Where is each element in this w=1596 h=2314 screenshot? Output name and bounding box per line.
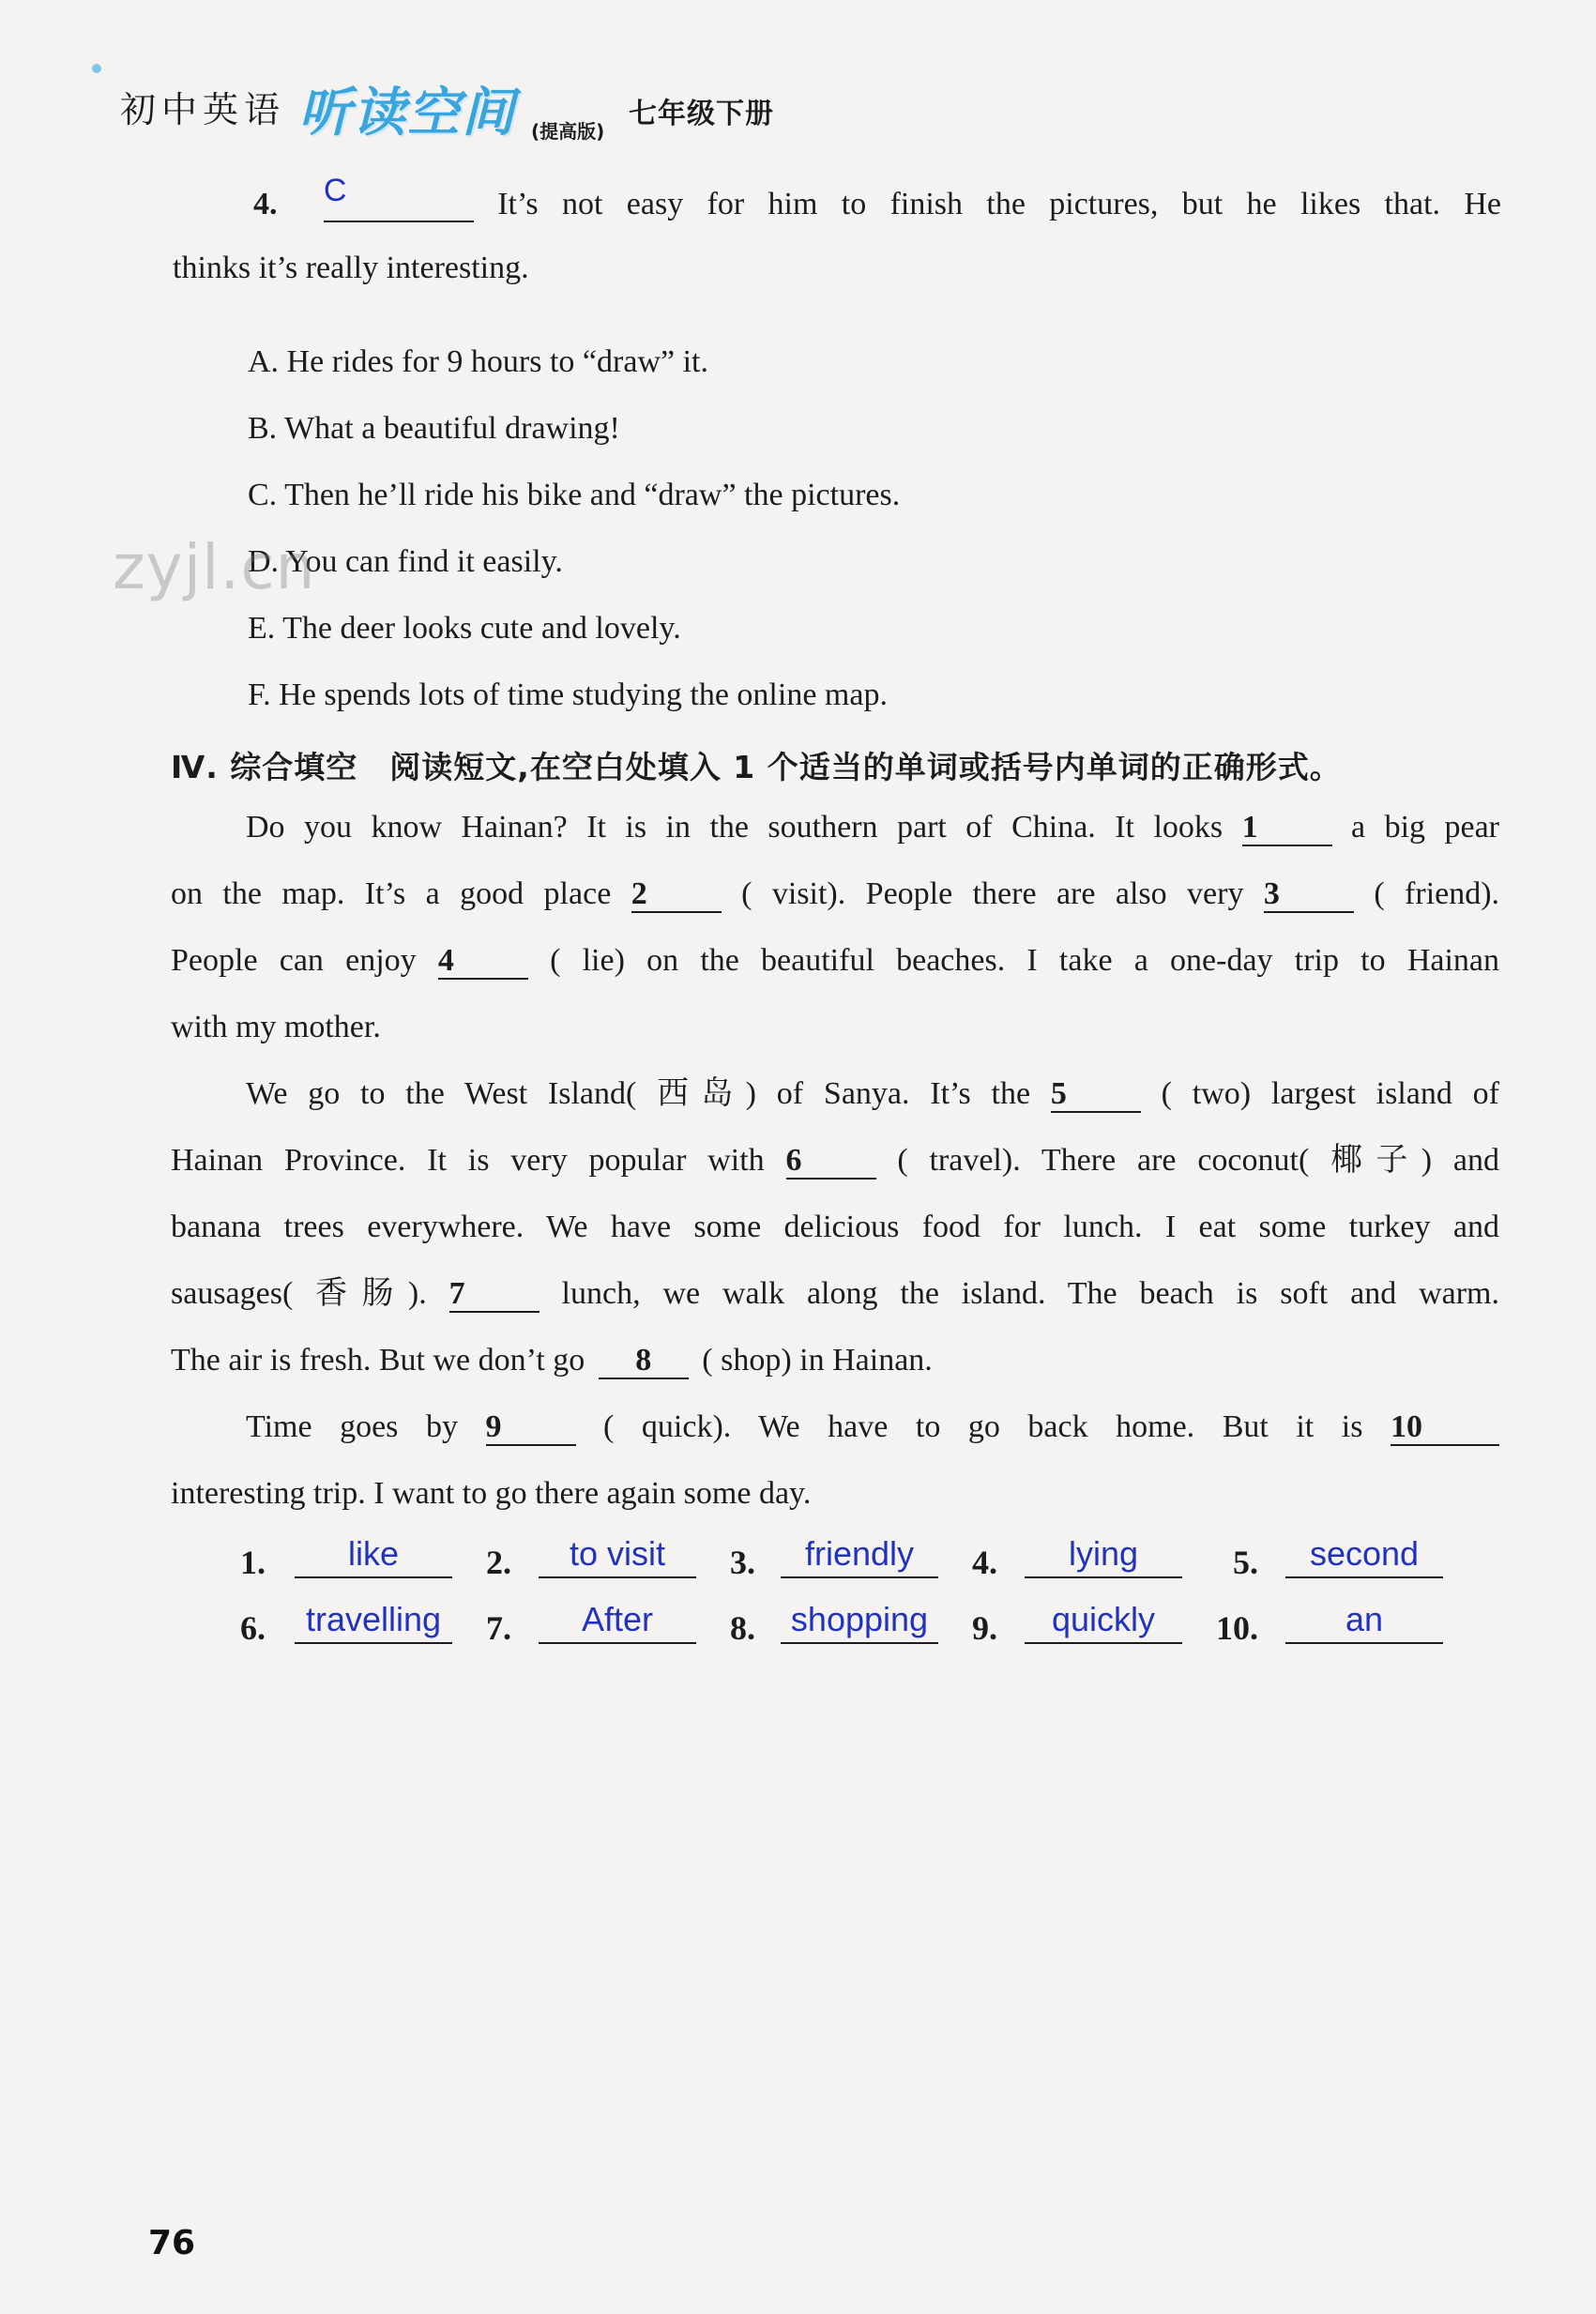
question-4-number: 4. bbox=[253, 187, 278, 221]
answer-number: 6. bbox=[240, 1609, 266, 1647]
passage-p1-line-3 bbox=[171, 942, 1499, 980]
watermark: zyjl.cn bbox=[113, 531, 316, 603]
blank-9: 9 bbox=[486, 1410, 576, 1446]
answer-number: 7. bbox=[486, 1609, 511, 1647]
question-4-line-2: thinks it’s really interesting. bbox=[173, 251, 529, 285]
passage-text: Hainan Province. It is very popular with bbox=[171, 1143, 765, 1178]
header-subject: 初中英语 bbox=[120, 89, 286, 130]
answer-row-1 bbox=[0, 1531, 1596, 1588]
answer-field-3[interactable]: friendly bbox=[781, 1531, 938, 1578]
answer-field-4[interactable]: lying bbox=[1025, 1531, 1182, 1578]
passage-p1-line-1 bbox=[246, 809, 1499, 846]
answer-number: 4. bbox=[972, 1544, 997, 1581]
question-4-answer-blank bbox=[323, 173, 474, 222]
blank-2: 2 bbox=[631, 877, 722, 913]
passage-text: People can enjoy bbox=[171, 943, 417, 978]
passage-text: ( lie) on the beautiful beaches. I take a one-day trip to Hainan bbox=[550, 943, 1499, 978]
header-decoration bbox=[92, 64, 101, 73]
section-4-title: Ⅳ. 综合填空 阅读短文,在空白处填入 1 个适当的单词或括号内单词的正确形式。 bbox=[171, 749, 1342, 785]
passage-text: lunch, we walk along the island. The beach is soft and warm. bbox=[561, 1276, 1500, 1311]
answer-field-7[interactable]: After bbox=[539, 1597, 696, 1644]
answer-field-5[interactable]: second bbox=[1285, 1531, 1443, 1578]
answer-row-2 bbox=[0, 1597, 1596, 1653]
passage-p1-line-4: with my mother. bbox=[171, 1010, 381, 1044]
passage-text: ( friend). bbox=[1374, 876, 1500, 911]
answer-number: 8. bbox=[730, 1609, 755, 1647]
question-4-text: It’s not easy for him to finish the pictures, but he likes that. He bbox=[497, 187, 1502, 221]
blank-3: 3 bbox=[1264, 877, 1354, 913]
blank-5: 5 bbox=[1051, 1077, 1141, 1113]
blank-6: 6 bbox=[786, 1144, 876, 1180]
passage-text: We go to the West Island( 西岛) of Sanya. It’s the bbox=[246, 1076, 1031, 1111]
option-b: B. What a beautiful drawing! bbox=[248, 411, 620, 446]
passage-text: ( two) largest island of bbox=[1161, 1076, 1500, 1111]
passage-text: ( travel). There are coconut( 椰子) and bbox=[897, 1143, 1499, 1178]
option-a: A. He rides for 9 hours to “draw” it. bbox=[248, 344, 708, 379]
passage-p2-line-1 bbox=[246, 1075, 1499, 1113]
answer-number: 9. bbox=[972, 1609, 997, 1647]
passage-p3-line-2: interesting trip. I want to go there again some day. bbox=[171, 1476, 812, 1511]
question-4-answer: C bbox=[323, 173, 347, 208]
passage-text: sausages( 香肠). bbox=[171, 1276, 427, 1311]
answer-field-10[interactable]: an bbox=[1285, 1597, 1443, 1644]
option-c: C. Then he’ll ride his bike and “draw” the pictures. bbox=[248, 478, 901, 512]
passage-p2-line-5 bbox=[171, 1342, 933, 1379]
answer-number: 5. bbox=[1233, 1544, 1258, 1581]
question-4-line-1 bbox=[253, 173, 1502, 223]
passage-text: Do you know Hainan? It is in the southern part of China. It looks bbox=[246, 810, 1224, 845]
blank-8: 8 bbox=[599, 1344, 689, 1379]
answer-number: 10. bbox=[1216, 1609, 1258, 1647]
blank-7: 7 bbox=[449, 1277, 540, 1313]
passage-p2-line-2 bbox=[171, 1142, 1499, 1180]
answer-number: 2. bbox=[486, 1544, 511, 1581]
passage-text: Time goes by bbox=[246, 1409, 458, 1444]
passage-p2-line-3: banana trees everywhere. We have some delicious food for lunch. I eat some turkey and bbox=[171, 1210, 1499, 1244]
passage-text: ( shop) in Hainan. bbox=[702, 1343, 933, 1378]
passage-text: a big pear bbox=[1351, 810, 1499, 845]
passage-p1-line-2 bbox=[171, 875, 1499, 913]
answer-field-8[interactable]: shopping bbox=[781, 1597, 938, 1644]
answer-field-1[interactable]: like bbox=[295, 1531, 452, 1578]
option-e: E. The deer looks cute and lovely. bbox=[248, 611, 681, 646]
page-number: 76 bbox=[148, 2224, 196, 2262]
passage-text: The air is fresh. But we don’t go bbox=[171, 1343, 585, 1378]
passage-p2-line-4 bbox=[171, 1275, 1499, 1313]
passage-text: ( quick). We have to go back home. But it is bbox=[603, 1409, 1363, 1444]
answer-number: 1. bbox=[240, 1544, 266, 1581]
header-logo: 听读空间 bbox=[298, 83, 516, 144]
blank-4: 4 bbox=[438, 944, 528, 980]
header-grade: 七年级下册 bbox=[629, 98, 774, 130]
answer-number: 3. bbox=[730, 1544, 755, 1581]
header-edition: (提高版) bbox=[531, 120, 605, 143]
passage-p3-line-1 bbox=[246, 1408, 1499, 1446]
blank-1: 1 bbox=[1242, 811, 1332, 846]
passage-text: ( visit). People there are also very bbox=[741, 876, 1244, 911]
answer-field-2[interactable]: to visit bbox=[539, 1531, 696, 1578]
answer-field-6[interactable]: travelling bbox=[295, 1597, 452, 1644]
passage-text: on the map. It’s a good place bbox=[171, 876, 612, 911]
option-d: D. You can find it easily. bbox=[248, 544, 563, 579]
answer-field-9[interactable]: quickly bbox=[1025, 1597, 1182, 1644]
option-f: F. He spends lots of time studying the online map. bbox=[248, 677, 888, 712]
blank-10: 10 bbox=[1391, 1410, 1499, 1446]
